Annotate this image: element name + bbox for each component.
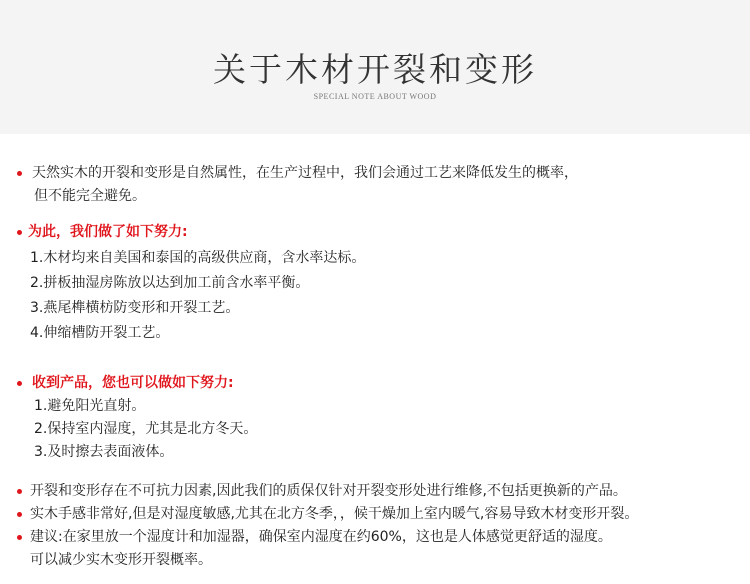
customer-item-1: 1.避免阳光直射。 [34,398,146,414]
note-1: 开裂和变形存在不可抗力因素,因此我们的质保仅针对开裂变形处进行维修,不包括更换新的产品。 [30,483,627,499]
efforts-heading: 为此，我们做了如下努力: [28,224,188,240]
efforts-item-1: 1.木材均来自美国和泰国的高级供应商，含水率达标。 [30,250,366,266]
bullet-dot [17,381,22,386]
page-subtitle: SPECIAL NOTE ABOUT WOOD [313,92,437,101]
note-3: 建议:在家里放一个湿度计和加湿器，确保室内湿度在约60%，这也是人体感觉更舒适的湿度。 [30,529,612,545]
note-2: 实木手感非常好,但是对湿度敏感,尤其在北方冬季，，候干燥加上室内暖气,容易导致木材变形开裂。 [30,506,639,522]
intro-line-2: 但不能完全避免。 [34,188,146,204]
note-4: 可以减少实木变形开裂概率。 [30,552,212,568]
efforts-item-2: 2.拼板抽湿房陈放以达到加工前含水率平衡。 [30,275,310,291]
efforts-item-3: 3.燕尾榫横枋防变形和开裂工艺。 [30,300,240,316]
customer-item-2: 2.保持室内湿度，尤其是北方冬天。 [34,421,258,437]
bullet-dot [17,489,22,494]
efforts-item-4: 4.伸缩槽防开裂工艺。 [30,325,170,341]
bullet-dot [17,535,22,540]
bullet-dot [17,171,22,176]
customer-heading: 收到产品，您也可以做如下努力: [32,375,234,391]
page-title: 关于木材开裂和变形 [213,50,537,89]
intro-line-1: 天然实木的开裂和变形是自然属性，在生产过程中，我们会通过工艺来降低发生的概率， [32,165,578,181]
bullet-dot [17,230,22,235]
bullet-dot [17,512,22,517]
customer-item-3: 3.及时擦去表面液体。 [34,444,174,460]
